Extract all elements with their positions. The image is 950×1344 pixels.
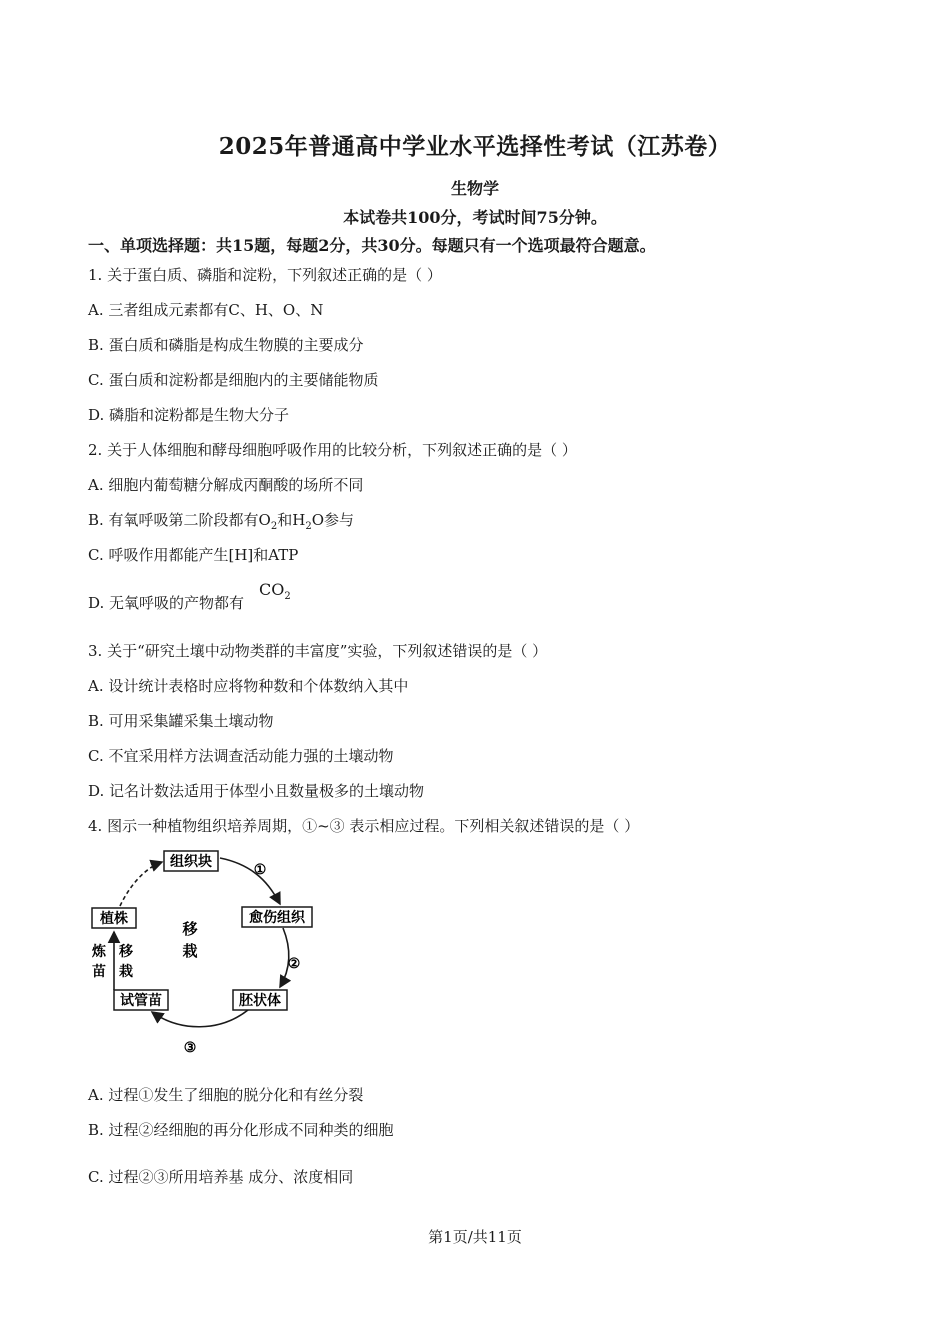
label-side-a2: 苗 xyxy=(92,964,106,980)
question-3-option-d: D. 记名计数法适用于体型小且数量极多的土壤动物 xyxy=(88,782,425,800)
co2-formula: $CO_2$ xyxy=(259,580,291,603)
question-1-stem: 1. 关于蛋白质、磷脂和淀粉，下列叙述正确的是（ ） xyxy=(88,266,442,284)
arrow-step-3 xyxy=(152,1010,248,1027)
question-3-option-c: C. 不宜采用样方法调查活动能力强的土壤动物 xyxy=(88,747,394,765)
label-center-1: 移 xyxy=(182,920,198,938)
label-plant: 植株 xyxy=(100,911,128,927)
question-4-option-a: A. 过程①发生了细胞的脱分化和有丝分裂 xyxy=(88,1086,364,1104)
tissue-culture-cycle-diagram xyxy=(80,840,340,1060)
question-2-option-d: D. 无氧呼吸的产物都有 xyxy=(88,594,245,612)
box-tubeling xyxy=(114,990,168,1010)
subject-title: 生物学 xyxy=(450,179,499,198)
box-callus xyxy=(242,907,312,927)
question-4-option-b: B. 过程②经细胞的再分化形成不同种类的细胞 xyxy=(88,1121,394,1139)
question-1-option-b: B. 蛋白质和磷脂是构成生物膜的主要成分 xyxy=(88,336,364,354)
label-tissue: 组织块 xyxy=(170,854,212,870)
question-3-option-b: B. 可用采集罐采集土壤动物 xyxy=(88,712,274,730)
question-1-option-c: C. 蛋白质和淀粉都是细胞内的主要储能物质 xyxy=(88,371,379,389)
label-step-1: ① xyxy=(253,862,267,878)
question-3-option-a: A. 设计统计表格时应将物种数和个体数纳入其中 xyxy=(88,677,409,695)
label-callus: 愈伤组织 xyxy=(249,910,305,926)
question-4-option-c: C. 过程②③所用培养基 成分、浓度相同 xyxy=(88,1168,354,1186)
exam-title: 2025年普通高中学业水平选择性考试（江苏卷） xyxy=(218,133,732,160)
question-2-option-b: B. 有氧呼吸第二阶段都有$O_2$和$H_2O$参与 xyxy=(88,511,355,532)
label-step-2: ② xyxy=(287,956,301,972)
section-heading: 一、单项选择题：共15题，每题2分，共30分。每题只有一个选项最符合题意。 xyxy=(88,236,656,255)
label-side-a1: 炼 xyxy=(92,944,106,960)
question-1-option-d: D. 磷脂和淀粉都是生物大分子 xyxy=(88,406,290,424)
label-center-2: 栽 xyxy=(182,942,198,960)
label-embryoid: 胚状体 xyxy=(239,993,281,1009)
arrow-step-1 xyxy=(220,858,280,904)
label-side-b2: 栽 xyxy=(119,964,133,980)
box-plant xyxy=(92,908,136,928)
label-side-b1: 移 xyxy=(119,944,133,960)
label-step-3: ③ xyxy=(183,1040,197,1056)
arrow-dashed-return xyxy=(120,862,162,906)
question-2-stem: 2. 关于人体细胞和酵母细胞呼吸作用的比较分析，下列叙述正确的是（ ） xyxy=(88,441,577,459)
question-3-stem: 3. 关于“研究土壤中动物类群的丰富度”实验，下列叙述错误的是（ ） xyxy=(88,642,548,660)
question-2-option-a: A. 细胞内葡萄糖分解成丙酮酸的场所不同 xyxy=(88,476,364,494)
page-footer: 第1页/共11页 xyxy=(428,1228,522,1246)
exam-info: 本试卷共100分，考试时间75分钟。 xyxy=(343,208,607,227)
box-embryoid xyxy=(233,990,287,1010)
box-tissue xyxy=(164,851,218,871)
question-4-stem: 4. 图示一种植物组织培养周期，①~③ 表示相应过程。下列相关叙述错误的是（ ） xyxy=(88,817,640,835)
question-1-option-a: A. 三者组成元素都有C、H、O、N xyxy=(88,301,324,319)
label-tubeling: 试管苗 xyxy=(120,993,162,1009)
question-2-option-c: C. 呼吸作用都能产生[H]和ATP xyxy=(88,546,299,564)
